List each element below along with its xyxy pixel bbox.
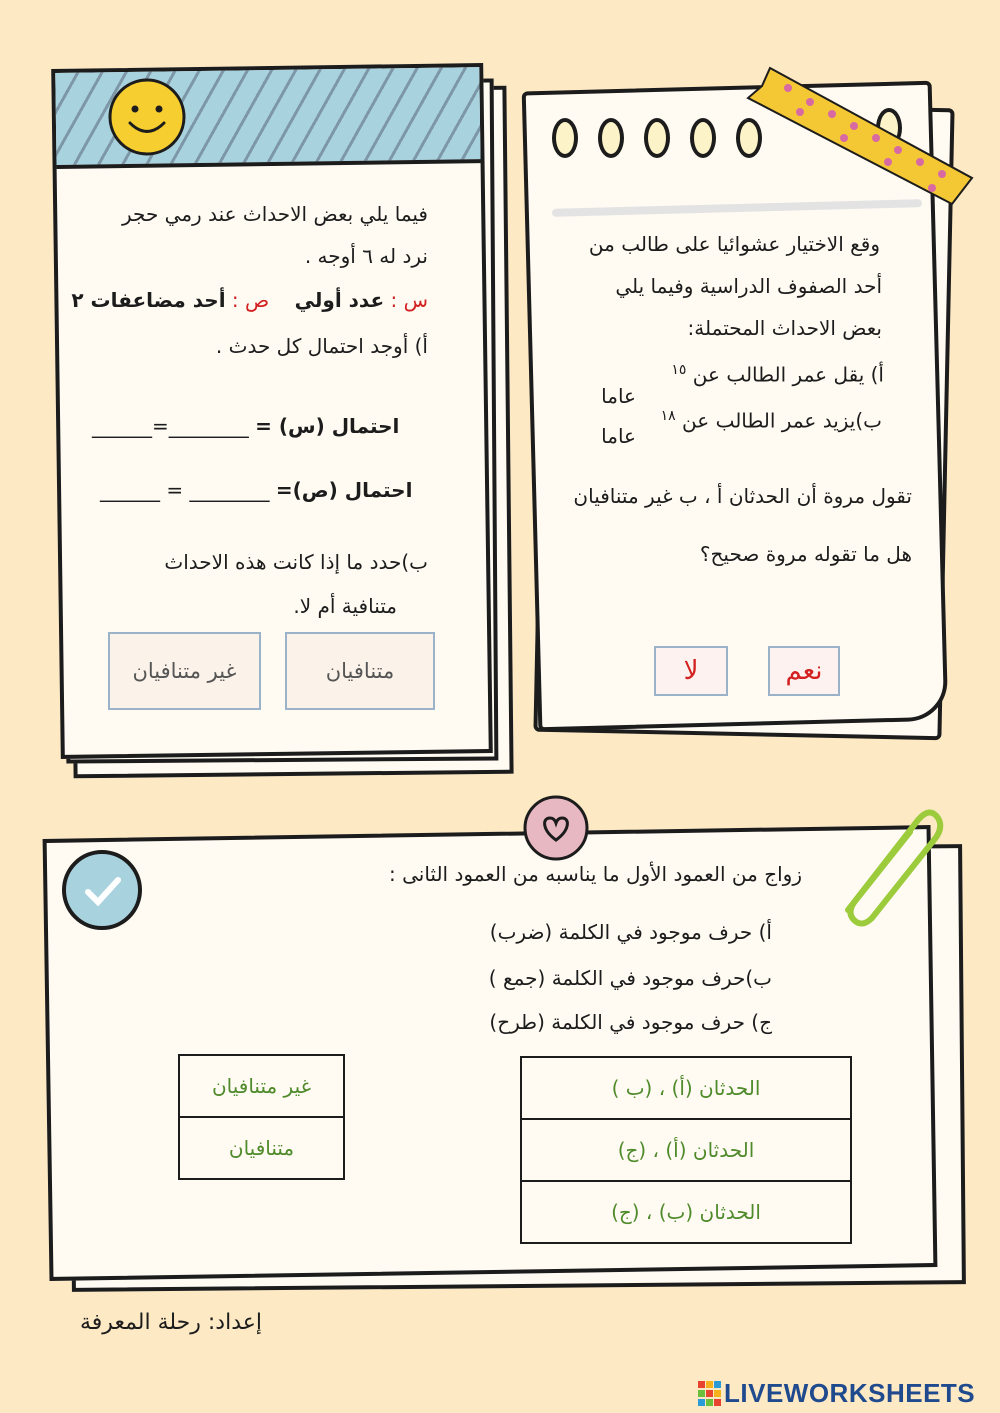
card1-question-b-line2: متنافية أم لا. [293,594,397,618]
card1-intro-line2: نرد له ٦ أوجه . [304,244,428,268]
event-a-text: أ) يقل عمر الطالب عن [692,362,884,387]
match-left-cell-not-exclusive[interactable]: غير متنافيان [178,1054,345,1118]
event-a-age: ١٥ [671,362,687,378]
match-left-cell-exclusive[interactable]: متنافيان [178,1116,345,1180]
checkmark-icon [60,848,144,932]
smiley-icon [106,76,188,158]
card2-event-a [671,362,884,387]
match-right-cell-ac[interactable]: الحدثان (أ) ، (ج) [520,1118,852,1182]
card2-line3: بعض الاحداث المحتملة: [687,316,882,340]
liveworksheets-logo-icon [698,1381,722,1407]
event-b-text: ب)يزيد عمر الطالب عن [682,408,882,433]
card2-claim: تقول مروة أن الحدثان أ ، ب غير متنافيان [573,484,912,508]
liveworksheets-logo [698,1378,975,1409]
matching-item-b: ب)حرف موجود في الكلمة (جمع ) [488,966,772,990]
matching-item-a: أ) حرف موجود في الكلمة (ضرب) [489,920,772,944]
heart-pin-icon [522,794,590,862]
prob-p-blank[interactable]: ______ = ________ [100,478,270,502]
prob-p-label: احتمال (ص)= [275,478,413,502]
card2-event-b [661,408,882,433]
matching-item-c: ج) حرف موجود في الكلمة (طرح) [489,1010,772,1034]
event-s-label: س : [390,288,428,312]
no-button[interactable]: لا [654,646,728,696]
event-s-text: عدد أولي [294,288,385,312]
card2-line1: وقع الاختيار عشوائيا على طالب من [588,232,880,256]
spiral-ring-1 [552,118,578,158]
card2-question: هل ما تقوله مروة صحيح؟ [699,542,912,566]
card1-question-b-line1: ب)حدد ما إذا كانت هذه الاحداث [164,550,428,574]
prob-s-blank[interactable]: ______=________ [92,414,249,438]
match-right-cell-bc[interactable]: الحدثان (ب) ، (ج) [520,1180,852,1244]
event-b-age: ١٨ [660,408,676,424]
card1-intro-line1: فيما يلي بعض الاحداث عند رمي حجر [122,202,428,226]
prob-s-label: احتمال (س) = [255,414,400,438]
card2-line2: أحد الصفوف الدراسية وفيما يلي [615,274,882,298]
match-right-cell-ab[interactable]: الحدثان (أ) ، (ب ) [520,1056,852,1120]
card1-events-line [71,288,428,312]
prob-s-line [92,414,399,438]
option-mutually-exclusive[interactable]: متنافيان [285,632,435,710]
matching-heading: زواج من العمود الأول ما يناسبه من العمود الثانى : [389,862,802,886]
event-b-unit: عاما [601,424,636,448]
paperclip-icon [818,800,948,930]
author-credit: إعداد: رحلة المعرفة [80,1310,262,1335]
spiral-ring-4 [690,118,716,158]
event-p-label: ص : [231,288,270,312]
card1-question-a: أ) أوجد احتمال كل حدث . [215,334,428,358]
option-not-mutually-exclusive[interactable]: غير متنافيان [108,632,261,710]
spiral-ring-3 [644,118,670,158]
liveworksheets-brand-text: LIVEWORKSHEETS [724,1378,976,1408]
spiral-ring-2 [598,118,624,158]
event-p-text: أحد مضاعفات ٢ [71,288,226,312]
washi-tape-decoration [740,58,980,208]
yes-button[interactable]: نعم [768,646,840,696]
prob-p-line [100,478,412,502]
event-a-unit: عاما [601,384,636,408]
